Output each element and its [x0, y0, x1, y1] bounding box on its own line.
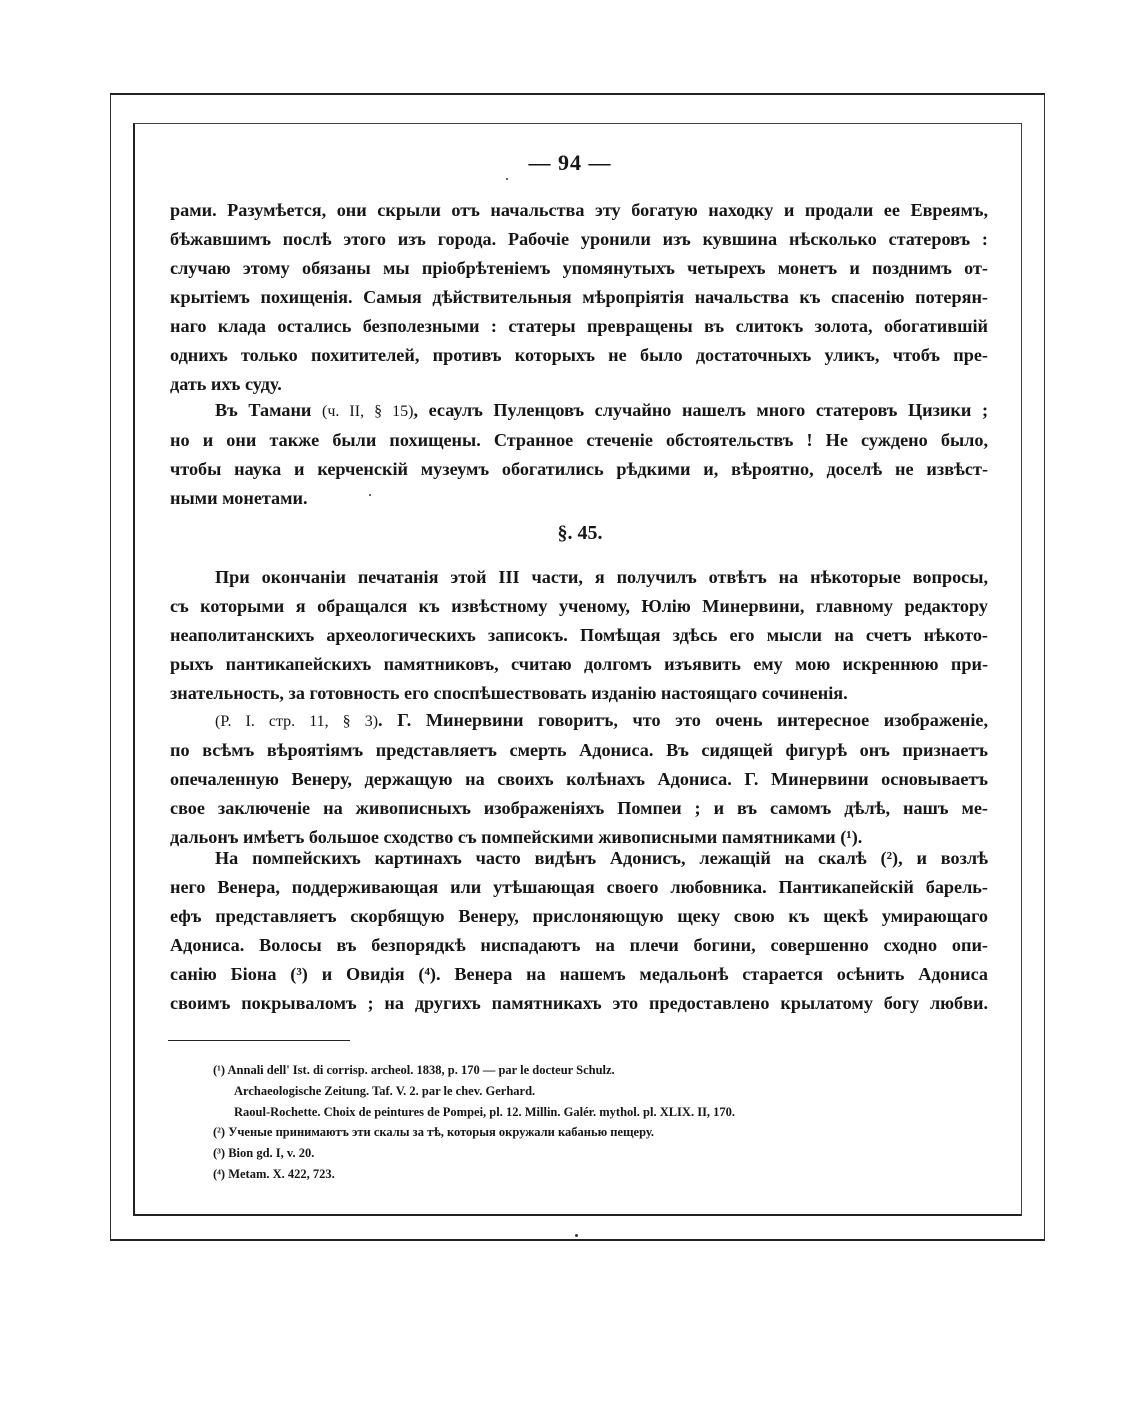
text-line: бѣжавшимъ послѣ этого изъ города. Рабочіе уронили изъ кувшина нѣсколько статеровъ :: [170, 229, 988, 249]
footnote-3: (³) Bion gd. I, v. 20.: [213, 1146, 315, 1161]
text-fragment: санію Біона: [170, 964, 291, 984]
text-line: неаполитанскихъ археологическихъ записокъ. Помѣщая здѣсь его мысли на счетъ нѣкото-: [170, 625, 988, 645]
text-line: [170, 844, 988, 873]
text-fragment: , и возлѣ: [898, 848, 988, 868]
scan-speck: [369, 494, 371, 496]
text-line: [170, 706, 988, 736]
text-fragment: .: [857, 827, 863, 847]
footnote-marker: (¹): [840, 827, 858, 847]
text-line: [170, 396, 988, 426]
text-fragment: . Г. Минервини говоритъ, что это очень интересное изображеніе,: [378, 710, 988, 730]
text-fragment: дальонъ имѣетъ большое сходство съ помпейскими живописными памятниками: [170, 827, 841, 847]
paragraph-pompeian-pictures: [170, 844, 988, 1018]
text-line: знательность, за готовность его споспѣшествовать изданію настоящаго сочиненія.: [170, 683, 848, 703]
text-line: наго клада остались безполезными : статеры превращены въ слитокъ золота, обогатившій: [170, 316, 988, 336]
paragraph-adonis-death: [170, 706, 988, 852]
footnotes: [213, 1060, 973, 1185]
text-line: съ которыми я обращался къ извѣстному ученому, Юлію Минервини, главному редактору: [170, 596, 988, 616]
footnote-1-cont: Archaeologische Zeitung. Taf. V. 2. par le chev. Gerhard.: [234, 1083, 536, 1098]
text-line: Адониса. Волосы въ безпорядкѣ ниспадаютъ на плечи богини, совершенно сходно опи-: [170, 935, 988, 955]
text-line: При окончаніи печатанія этой III части, я получилъ отвѣтъ на нѣкоторые вопросы,: [215, 567, 988, 587]
text-line: рами. Разумѣется, они скрыли отъ начальства эту богатую находку и продали ее Евреямъ,: [170, 200, 988, 220]
text-fragment: и Овидія: [307, 964, 419, 984]
text-line: но и они также были похищены. Странное стеченіе обстоятельствъ ! Не суждено было,: [170, 430, 988, 450]
footnote-1-cont: Raoul-Rochette. Choix de peintures de Pompei, pl. 12. Millin. Galér. mythol. pl. XLIX. II, 170.: [234, 1104, 736, 1119]
text-line: опечаленную Венеру, держащую на своихъ колѣнахъ Адониса. Г. Минервини основываетъ: [170, 769, 988, 789]
text-line: ными монетами.: [170, 488, 308, 508]
text-line: дать ихъ суду.: [170, 374, 282, 394]
text-line: него Венера, поддерживающая или утѣшающая своего любовника. Пантикапейскій барель-: [170, 877, 988, 897]
footnote-separator: [168, 1040, 350, 1041]
footnote-2: (²) Ученые принимаютъ эти скалы за тѣ, которыя окружали кабанью пещеру.: [213, 1125, 655, 1140]
paragraph-continuation: [170, 196, 988, 399]
paragraph-taman: [170, 396, 988, 513]
page-number: — 94 —: [528, 150, 612, 175]
text-fragment: , есаулъ Пуленцовъ случайно нашелъ много статеровъ Цизики ;: [413, 400, 988, 420]
text-line: случаю этому обязаны мы пріобрѣтеніемъ упомянутыхъ четырехъ монетъ и позднимъ от-: [170, 258, 988, 278]
footnote-marker: (³): [290, 964, 308, 984]
text-fragment: . Венера на нашемъ медальонѣ старается осѣнить Адониса: [435, 964, 988, 984]
reference-note: (ч. II, § 15): [322, 403, 414, 420]
reference-note: (P. I. стр. 11, § 3): [215, 713, 379, 730]
text-fragment: На помпейскихъ картинахъ часто видѣнъ Адонисъ, лежащій на скалѣ: [215, 848, 881, 868]
text-line: по всѣмъ вѣроятіямъ представляетъ смерть Адониса. Въ сидящей фигурѣ онъ признаетъ: [170, 740, 988, 760]
paragraph-minervini-intro: [170, 563, 988, 708]
text-line: крытіемъ похищенія. Самыя дѣйствительныя мѣропріятія начальства къ спасенію потерян-: [170, 287, 988, 307]
footnote-4: (⁴) Metam. X. 422, 723.: [213, 1166, 335, 1181]
footnote-1: (¹) Annali dell' Ist. di corrisp. archeol. 1838, p. 170 — par le docteur Schulz.: [213, 1063, 615, 1077]
footnote-marker: (²): [880, 848, 899, 868]
text-line: однихъ только похитителей, противъ которыхъ не было достаточныхъ уликъ, чтобъ пре-: [170, 345, 988, 365]
text-line: рыхъ пантикапейскихъ памятниковъ, считаю долгомъ изъявить ему мою искреннюю при-: [170, 654, 988, 674]
text-line: [170, 960, 988, 989]
text-line: чтобы наука и керченскій музеумъ обогатились рѣдкими и, вѣроятно, доселѣ не извѣст-: [170, 459, 988, 479]
section-heading: §. 45.: [557, 522, 603, 544]
scan-speck: [506, 178, 508, 180]
scan-speck: [575, 1234, 578, 1237]
text-line: своимъ покрываломъ ; на другихъ памятникахъ это предоставлено крылатому богу любви.: [170, 993, 988, 1013]
text-fragment: Въ Тамани: [215, 400, 322, 420]
text-line: свое заключеніе на живописныхъ изображеніяхъ Помпеи ; и въ самомъ дѣлѣ, нашъ ме-: [170, 798, 988, 818]
footnote-marker: (⁴): [418, 964, 436, 984]
text-line: ефъ представляетъ скорбящую Венеру, прислоняющую щеку свою къ щекѣ умирающаго: [170, 906, 988, 926]
